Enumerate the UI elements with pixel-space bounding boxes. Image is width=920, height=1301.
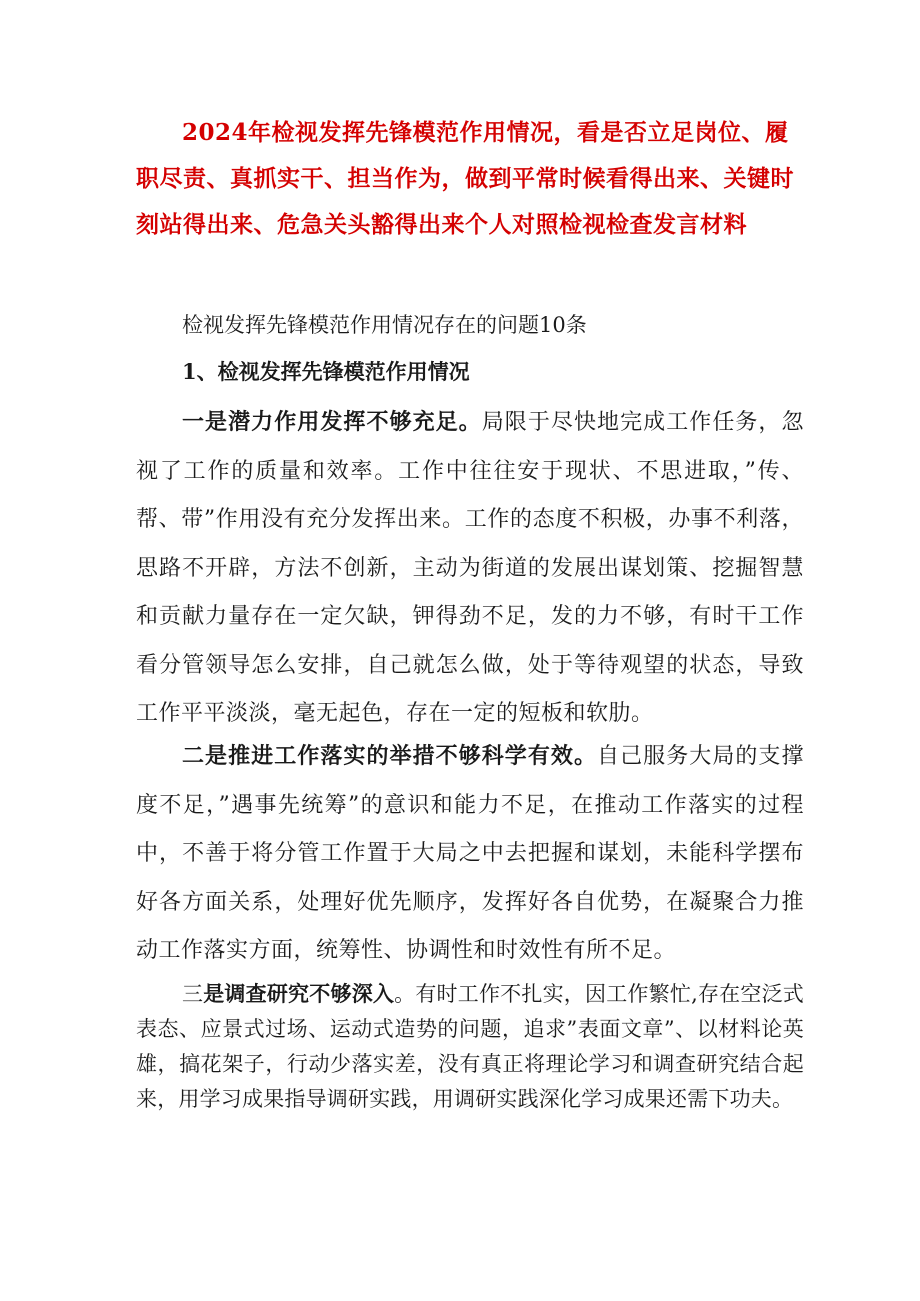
paragraph-1-lead: 一是潜力作用发挥不够充足。 [182, 409, 482, 435]
paragraph-1 [136, 398, 804, 739]
paragraph-3-lead: 是调查研究不够深入 [203, 981, 395, 1006]
paragraph-3-lead-prefix: 三 [182, 982, 204, 1006]
paragraph-3 [136, 976, 804, 1117]
document-title: 2024年检视发挥先锋模范作用情况，看是否立足岗位、履职尽责、真抓实干、担当作为，做到平常时候看得出来、关键时刻站得出来、危急关头豁得出来个人对照检视检查发言材料 [136, 119, 794, 238]
paragraph-2-lead: 二是推进工作落实的举措不够科学有效。 [182, 743, 598, 769]
document-subtitle: 检视发挥先锋模范作用情况存在的问题10条 [182, 313, 587, 337]
section-heading: 1、检视发挥先锋模范作用情况 [182, 359, 470, 384]
paragraph-2-body: 自己服务大局的支撑度不足，”遇事先统筹”的意识和能力不足，在推动工作落实的过程中，不善于将分管工作置于大局之中去把握和谋划，未能科学摆布好各方面关系，处理好优先顺序，发挥好各自优势，在凝聚合力推动工作落实方面，统筹性、协调性和时效性有所不足。 [136, 744, 804, 963]
paragraph-2 [136, 732, 804, 976]
paragraph-1-body: 局限于尽快地完成工作任务，忽视了工作的质量和效率。工作中往往安于现状、不思进取，”传、帮、带”作用没有充分发挥出来。工作的态度不积极，办事不利落，思路不开辟，方法不创新，主动为街道的发展出谋划策、挖掘智慧和贡献力量存在一定欠缺，钾得劲不足，发的力不够，有时干工作看分管领导怎么安排，自己就怎么做，处于等待观望的状态，导致工作平平淡淡，毫无起色，存在一定的短板和软肋。 [136, 410, 804, 726]
paragraph-3-body: 。有时工作不扎实，因工作繁忙,存在空泛式表态、应景式过场、运动式造势的问题，追求”表面文章”、以材料论英雄，搞花架子，行动少落实差，没有真正将理论学习和调查研究结合起来，用学习成果指导调研实践，用调研实践深化学习成果还需下功夫。 [136, 982, 804, 1111]
